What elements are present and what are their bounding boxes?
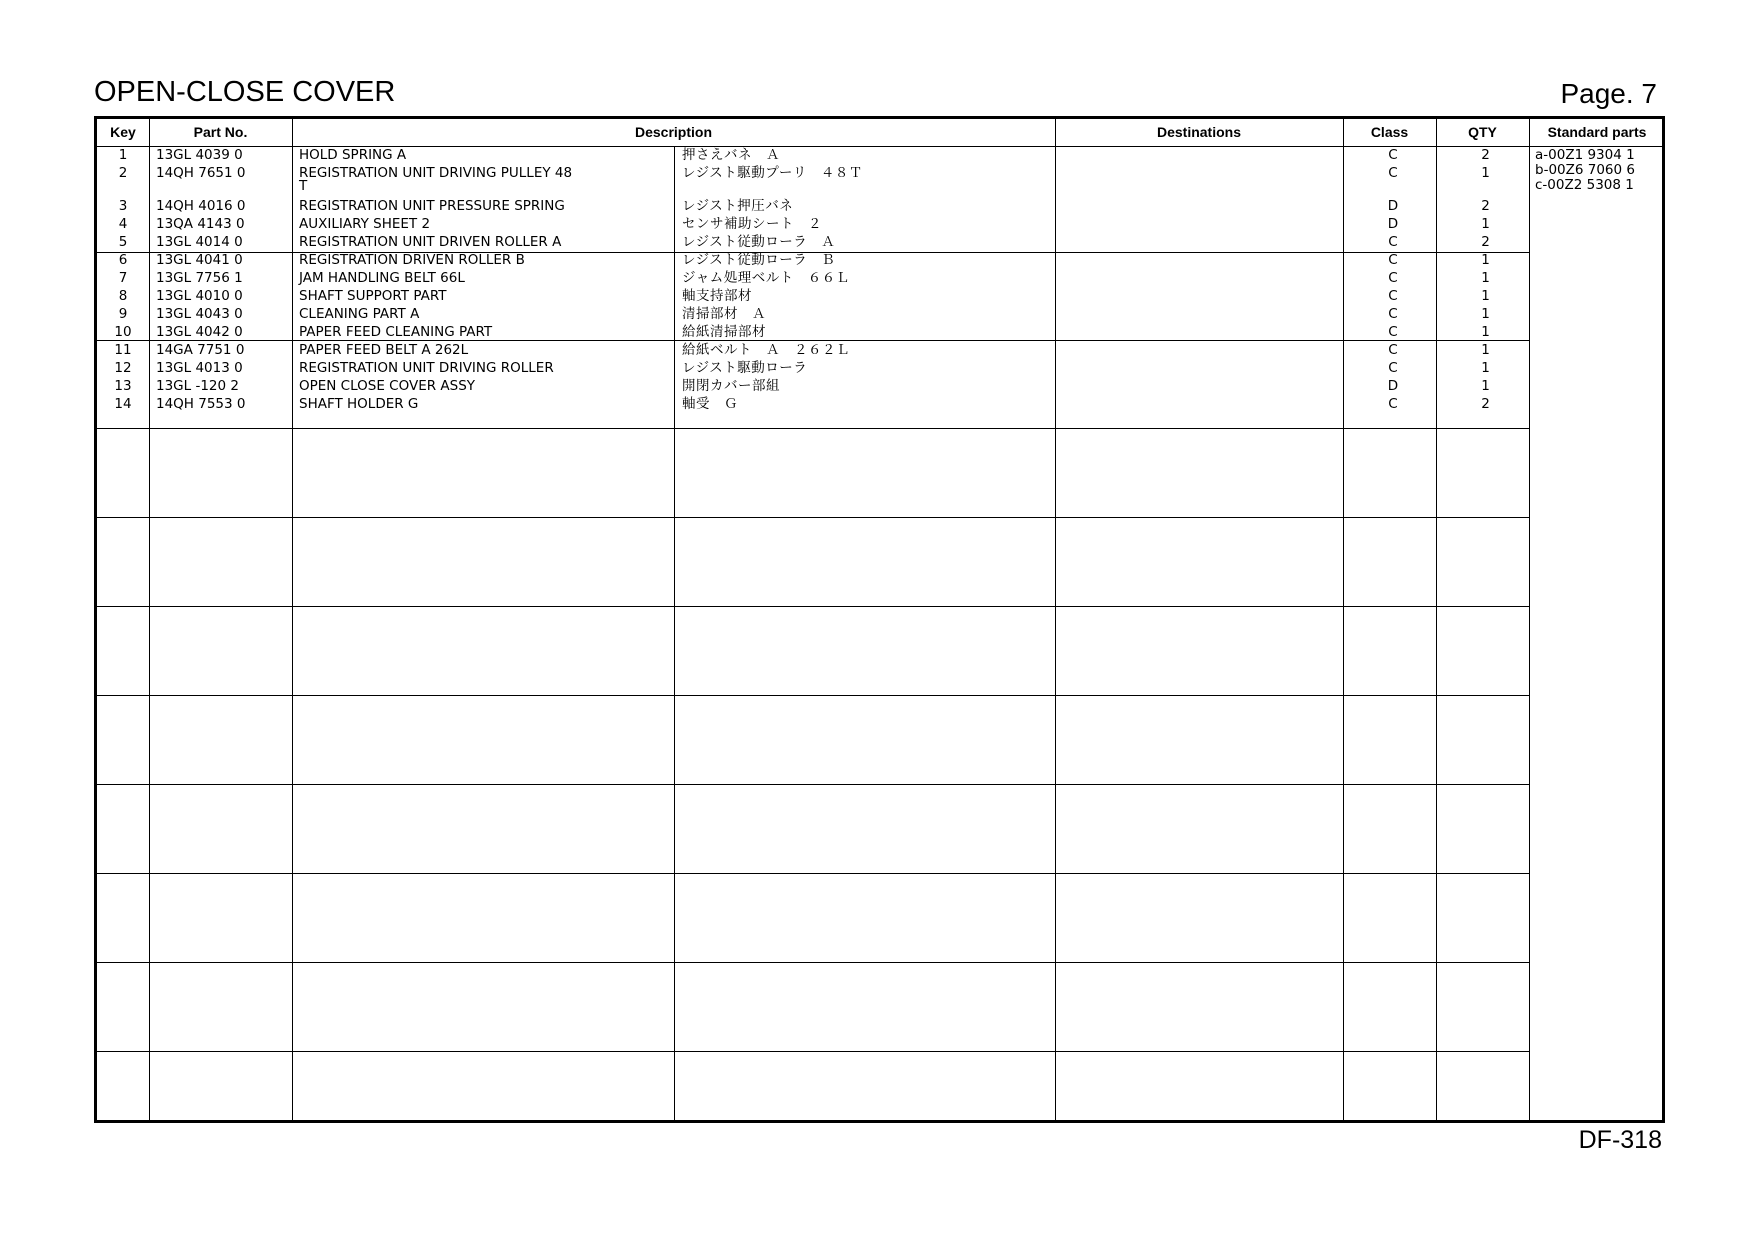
key-cell: 3 <box>118 198 128 214</box>
table-row <box>97 271 1529 289</box>
description-jp-cell: レジスト駆動ローラ <box>682 360 808 376</box>
part-no-cell: 13GL 4041 0 <box>156 252 243 268</box>
standard-part-item: c-00Z2 5308 1 <box>1535 177 1634 193</box>
part-no-cell: 13GL 4010 0 <box>156 288 243 304</box>
class-cell: D <box>1387 378 1399 394</box>
key-cell: 11 <box>114 342 132 358</box>
part-no-cell: 13GL 4014 0 <box>156 234 243 250</box>
class-cell: C <box>1388 288 1398 304</box>
key-cell: 8 <box>118 288 128 304</box>
qty-cell: 2 <box>1481 396 1490 412</box>
key-cell: 1 <box>118 147 128 163</box>
description-jp-cell: ジャム処理ベルト ６６Ｌ <box>682 270 850 286</box>
key-cell: 7 <box>118 270 128 286</box>
class-cell: C <box>1388 147 1398 163</box>
part-no-cell: 14QH 7553 0 <box>156 396 246 412</box>
class-cell: C <box>1388 342 1398 358</box>
page-number: Page. 7 <box>1560 78 1657 109</box>
table-row <box>97 199 1529 217</box>
group-rule <box>97 784 1529 785</box>
table-row <box>97 325 1529 343</box>
class-cell: D <box>1387 216 1399 232</box>
description-en-cell: REGISTRATION UNIT DRIVEN ROLLER A <box>299 234 562 250</box>
part-no-cell: 14QH 7651 0 <box>156 165 246 181</box>
description-jp-cell: レジスト押圧バネ <box>682 198 794 214</box>
qty-cell: 2 <box>1481 198 1490 214</box>
page-title: OPEN-CLOSE COVER <box>94 76 396 108</box>
description-en-cell: HOLD SPRING A <box>299 147 407 163</box>
table-row <box>97 217 1529 235</box>
key-cell: 9 <box>118 306 128 322</box>
table-row <box>97 379 1529 397</box>
class-cell: C <box>1388 165 1398 181</box>
header-destinations: Destinations <box>1156 124 1241 140</box>
description-en-cell: PAPER FEED BELT A 262L <box>299 342 469 358</box>
description-jp-cell: レジスト駆動プーリ ４８Ｔ <box>682 165 863 181</box>
part-no-cell: 13GL 4042 0 <box>156 324 243 340</box>
qty-cell: 1 <box>1481 360 1490 376</box>
qty-cell: 1 <box>1481 165 1490 181</box>
group-rule <box>97 517 1529 518</box>
part-no-cell: 13GL 7756 1 <box>156 270 243 286</box>
group-rule <box>97 606 1529 607</box>
description-en-cell: REGISTRATION UNIT DRIVING ROLLER <box>299 360 554 376</box>
group-rule <box>97 428 1529 429</box>
class-cell: C <box>1388 234 1398 250</box>
qty-cell: 1 <box>1481 216 1490 232</box>
key-cell: 2 <box>118 165 128 181</box>
description-jp-cell: 軸支持部材 <box>682 288 752 304</box>
table-row <box>97 165 1529 194</box>
qty-cell: 1 <box>1481 270 1490 286</box>
qty-cell: 2 <box>1481 234 1490 250</box>
class-cell: D <box>1387 198 1399 214</box>
description-jp-cell: レジスト従動ローラ Ｂ <box>682 252 836 268</box>
description-en-cell: SHAFT HOLDER G <box>299 396 419 412</box>
part-no-cell: 13GL 4039 0 <box>156 147 243 163</box>
qty-cell: 1 <box>1481 288 1490 304</box>
description-en-cell: PAPER FEED CLEANING PART <box>299 324 493 340</box>
standard-part-item: a-00Z1 9304 1 <box>1535 147 1635 163</box>
key-cell: 4 <box>118 216 128 232</box>
key-cell: 10 <box>114 324 132 340</box>
description-jp-cell: 給紙清掃部材 <box>682 324 766 340</box>
part-no-cell: 14QH 4016 0 <box>156 198 246 214</box>
description-jp-cell: 押さえバネ Ａ <box>682 147 780 163</box>
key-cell: 6 <box>118 252 128 268</box>
description-en-cell: SHAFT SUPPORT PART <box>299 288 447 304</box>
standard-parts-list <box>1535 148 1635 193</box>
key-cell: 13 <box>114 378 132 394</box>
table-row <box>97 148 1529 166</box>
qty-cell: 1 <box>1481 378 1490 394</box>
class-cell: C <box>1388 270 1398 286</box>
description-jp-cell: センサ補助シート ２ <box>682 216 822 232</box>
qty-cell: 1 <box>1481 306 1490 322</box>
header-part-no: Part No. <box>193 124 248 140</box>
header-description: Description <box>634 124 712 140</box>
description-jp-cell: レジスト従動ローラ Ａ <box>682 234 836 250</box>
description-jp-cell: 給紙ベルト Ａ ２６２Ｌ <box>682 342 850 358</box>
table-row <box>97 289 1529 307</box>
class-cell: C <box>1388 306 1398 322</box>
part-no-cell: 14GA 7751 0 <box>156 342 245 358</box>
qty-cell: 1 <box>1481 252 1490 268</box>
description-jp-cell: 開閉カバー部組 <box>682 378 780 394</box>
table-row <box>97 253 1529 271</box>
key-cell: 14 <box>114 396 132 412</box>
table-row <box>97 343 1529 361</box>
qty-cell: 1 <box>1481 342 1490 358</box>
description-jp-cell: 清掃部材 Ａ <box>682 306 766 322</box>
description-en-cell: AUXILIARY SHEET 2 <box>299 216 431 232</box>
group-rule <box>97 1051 1529 1052</box>
group-rule <box>97 873 1529 874</box>
table-row <box>97 307 1529 325</box>
key-cell: 5 <box>118 234 128 250</box>
description-en-wrap-cell: T <box>299 178 308 194</box>
group-rule <box>97 962 1529 963</box>
qty-cell: 2 <box>1481 147 1490 163</box>
part-no-cell: 13QA 4143 0 <box>156 216 245 232</box>
description-en-cell: REGISTRATION UNIT DRIVING PULLEY 48 <box>299 165 573 181</box>
description-en-cell: JAM HANDLING BELT 66L <box>299 270 465 286</box>
parts-table <box>94 116 1665 1123</box>
column-divider <box>1529 119 1530 1120</box>
header-qty: QTY <box>1468 124 1497 140</box>
class-cell: C <box>1388 324 1398 340</box>
header-key: Key <box>110 124 136 140</box>
description-en-cell: REGISTRATION DRIVEN ROLLER B <box>299 252 525 268</box>
table-row <box>97 397 1529 415</box>
header-class: Class <box>1370 124 1409 140</box>
part-no-cell: 13GL -120 2 <box>156 378 239 394</box>
standard-part-item: b-00Z6 7060 6 <box>1535 162 1635 178</box>
class-cell: C <box>1388 396 1398 412</box>
class-cell: C <box>1388 360 1398 376</box>
qty-cell: 1 <box>1481 324 1490 340</box>
description-en-cell: REGISTRATION UNIT PRESSURE SPRING <box>299 198 565 214</box>
key-cell: 12 <box>114 360 132 376</box>
table-row <box>97 361 1529 379</box>
part-no-cell: 13GL 4013 0 <box>156 360 243 376</box>
group-rule <box>97 695 1529 696</box>
table-row <box>97 235 1529 253</box>
description-jp-cell: 軸受 Ｇ <box>682 396 738 412</box>
model-number: DF-318 <box>1578 1126 1662 1154</box>
header-standard-parts: Standard parts <box>1547 124 1647 140</box>
description-en-cell: OPEN CLOSE COVER ASSY <box>299 378 476 394</box>
part-no-cell: 13GL 4043 0 <box>156 306 243 322</box>
class-cell: C <box>1388 252 1398 268</box>
description-en-cell: CLEANING PART A <box>299 306 420 322</box>
